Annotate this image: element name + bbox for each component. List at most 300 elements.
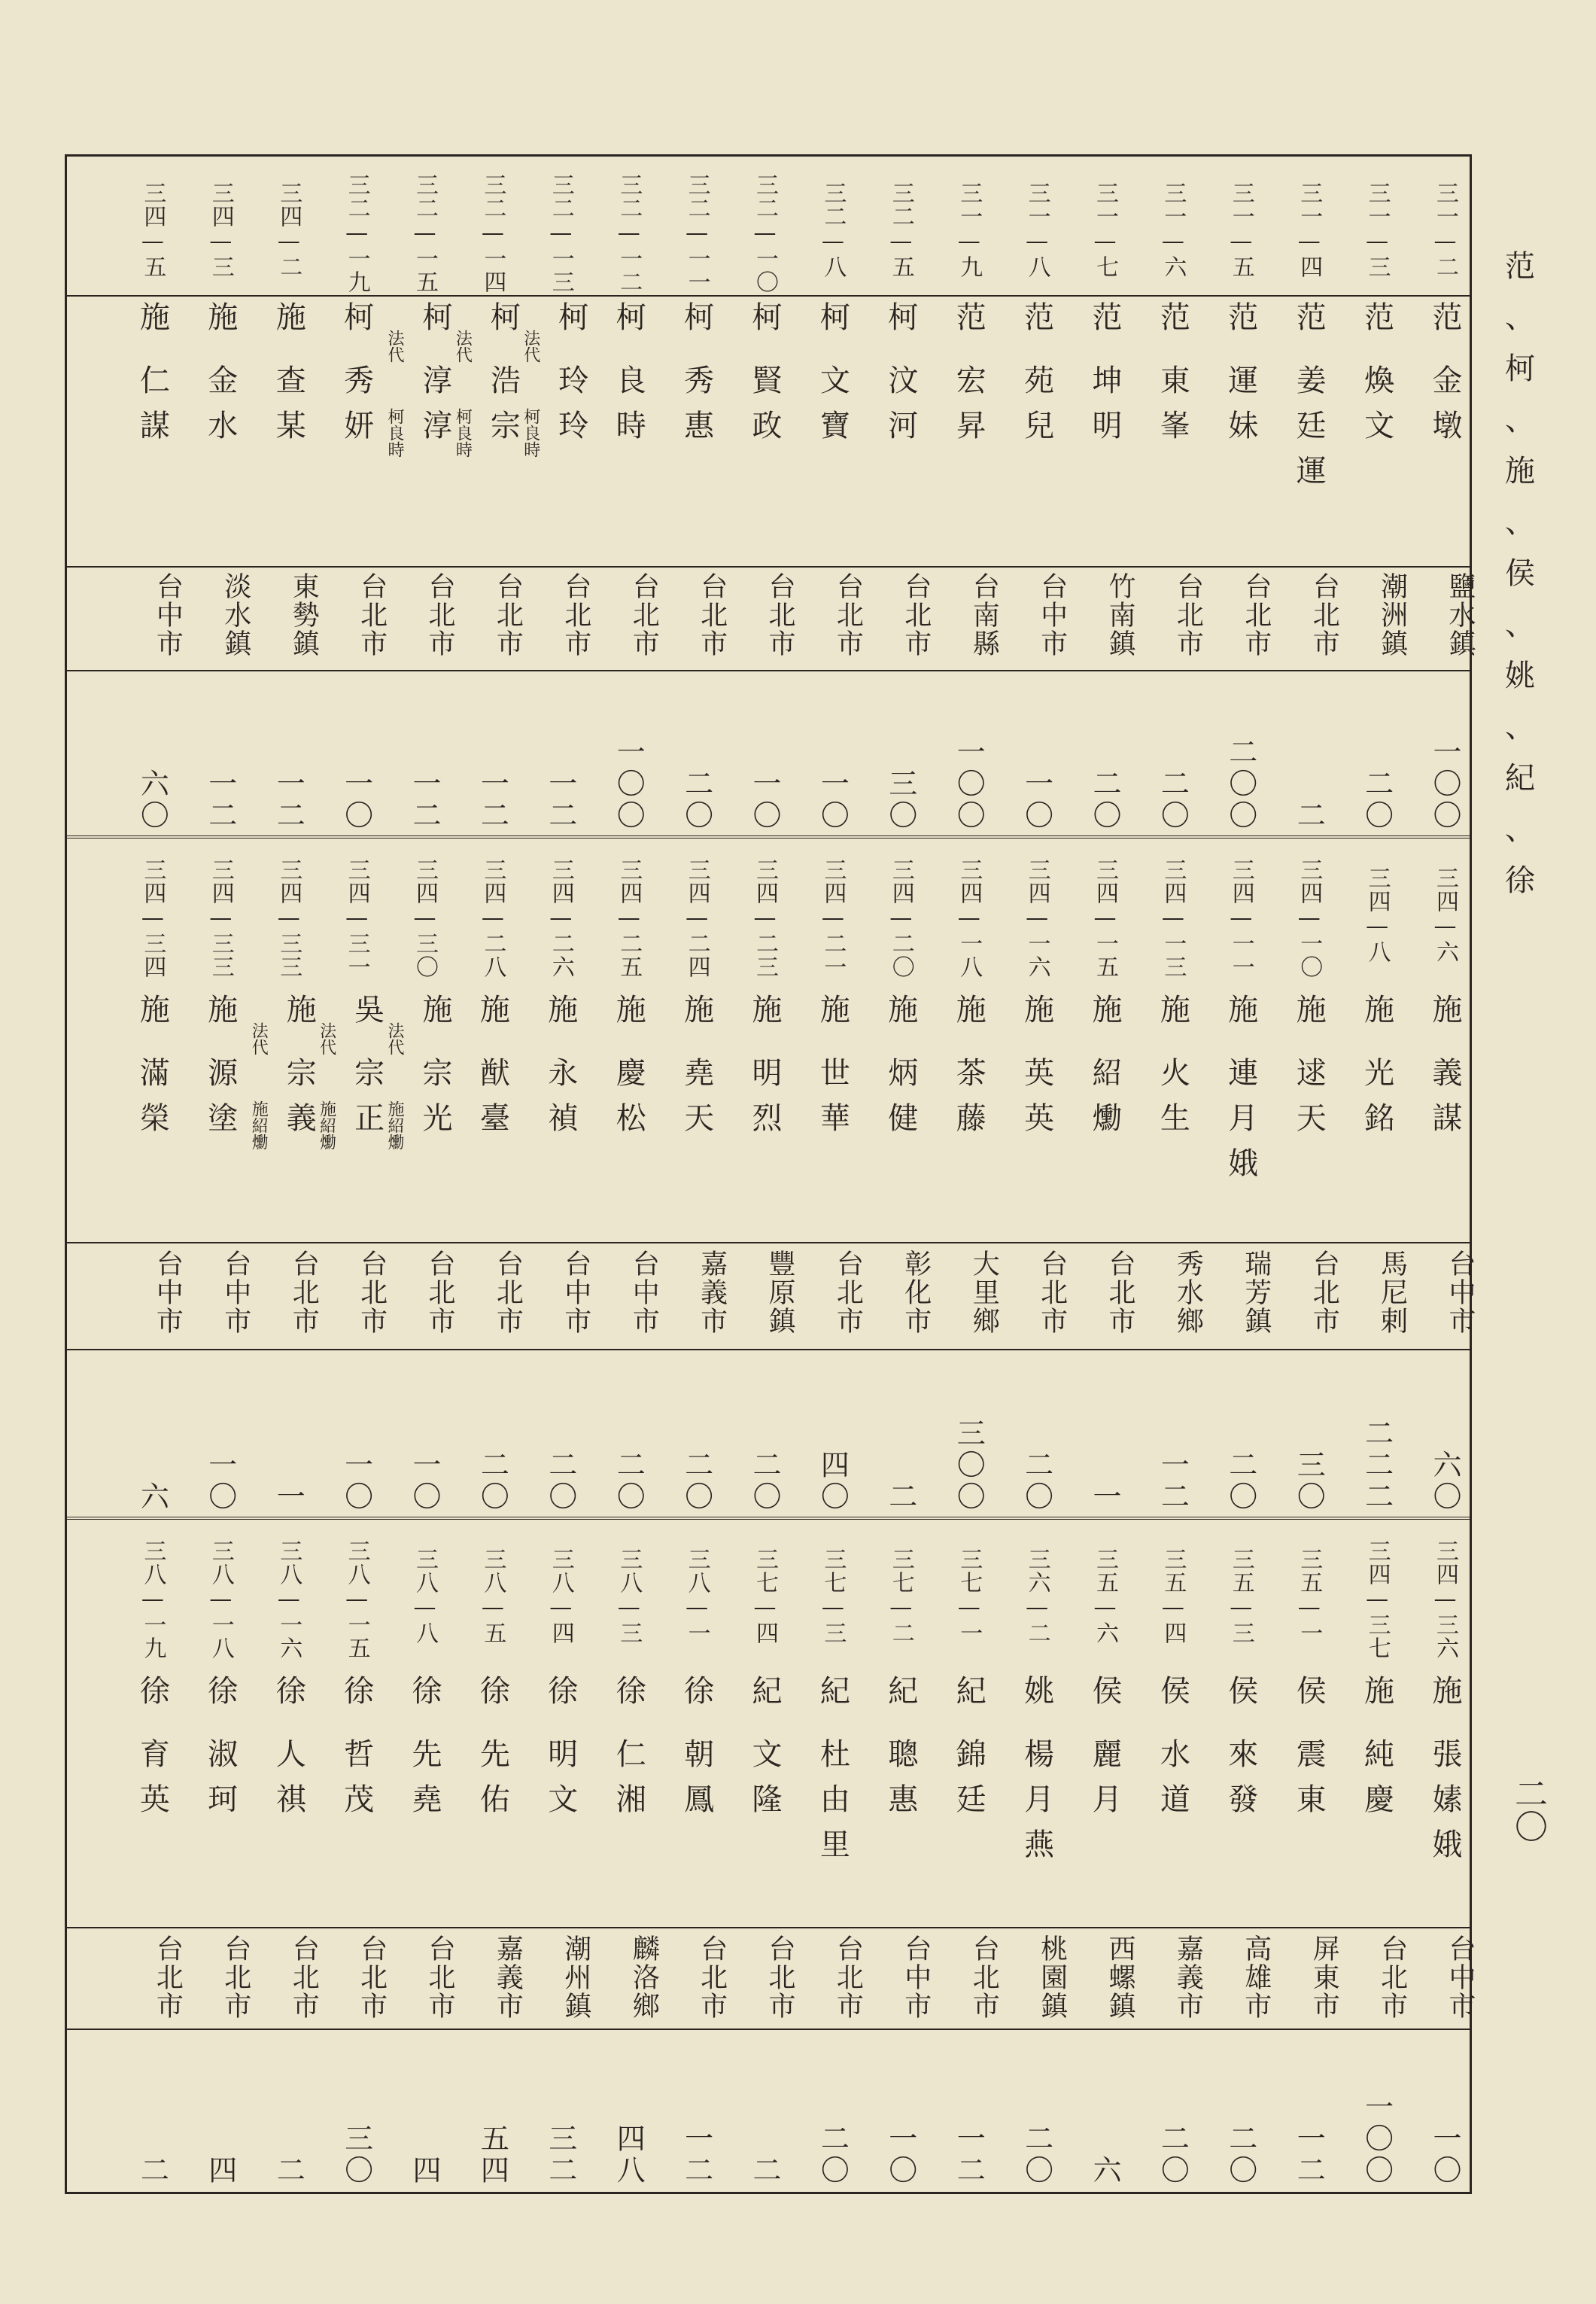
location: 台北市 — [220, 1934, 251, 2020]
name-cell — [938, 301, 999, 455]
given-name: 運妹 — [1223, 364, 1258, 455]
name-cell — [1347, 1675, 1407, 1828]
amount: 三〇 — [883, 769, 917, 832]
name-cell — [734, 301, 795, 455]
surname: 范 — [1359, 301, 1394, 334]
entry-index: 三二—一一 — [683, 173, 710, 294]
entry-index: 三一—六 — [1160, 181, 1187, 278]
location: 台北市 — [560, 572, 591, 658]
entry-index: 三一—九 — [956, 181, 983, 278]
entry-index: 三四—二八 — [479, 858, 506, 979]
name-cell — [1142, 1675, 1202, 1828]
entry-index: 三八—五 — [479, 1547, 506, 1645]
legal-rep-label: 法代 — [385, 1022, 404, 1055]
amount: 一二 — [952, 2123, 986, 2187]
divider — [65, 1349, 1472, 1350]
legal-rep-label: 法代 — [249, 1022, 269, 1055]
location: 彰化市 — [900, 1249, 932, 1335]
surname: 柯 — [679, 301, 714, 334]
given-name: 文寶 — [815, 364, 850, 455]
running-title-char: 紀 — [1505, 761, 1535, 796]
surname: 施 — [475, 994, 510, 1027]
amount: 四 — [203, 2155, 237, 2187]
name-cell — [385, 301, 454, 458]
legal-rep-name: 施紹爋 — [385, 1100, 404, 1150]
amount: 二〇 — [1020, 1450, 1053, 1513]
name-cell — [190, 1675, 251, 1828]
surname: 施 — [271, 301, 306, 334]
running-title-char: 、 — [1505, 403, 1535, 437]
name-cell — [802, 301, 862, 455]
entry-index: 三八—一 — [683, 1547, 710, 1645]
location: 台北市 — [424, 1249, 455, 1335]
given-name: 楊月燕 — [1019, 1738, 1054, 1873]
amount: 一〇 — [339, 1450, 373, 1513]
location: 台北市 — [696, 572, 728, 658]
amount: 一二 — [476, 769, 509, 832]
divider — [65, 670, 1472, 671]
name-cell — [1007, 301, 1067, 455]
amount: 二 — [272, 2155, 306, 2187]
amount: 一二 — [1292, 2123, 1326, 2187]
given-name: 淑珂 — [202, 1738, 238, 1828]
amount: 一二 — [543, 769, 577, 832]
name-cell — [802, 994, 862, 1147]
name-cell — [530, 994, 591, 1147]
surname: 紀 — [747, 1675, 782, 1708]
amount: 一〇 — [1428, 2123, 1461, 2187]
location: 秀水鄉 — [1172, 1249, 1204, 1335]
amount: 一〇 — [339, 769, 373, 832]
given-name: 明文 — [543, 1738, 578, 1828]
entry-index: 三二—一四 — [479, 173, 506, 294]
surname: 施 — [543, 994, 578, 1027]
amount: 一〇 — [203, 1450, 237, 1513]
surname: 施 — [747, 994, 782, 1027]
location: 台中市 — [152, 1249, 184, 1335]
name-cell — [1278, 994, 1339, 1147]
name-cell — [1211, 994, 1271, 1192]
given-name: 張嫊娥 — [1427, 1738, 1462, 1873]
location: 麟洛鄉 — [628, 1934, 660, 2020]
amount: 一〇〇 — [1360, 2092, 1394, 2187]
name-cell — [1211, 1675, 1271, 1828]
surname: 紀 — [883, 1675, 918, 1708]
given-name: 金水 — [202, 364, 238, 455]
surname: 徐 — [271, 1675, 306, 1708]
entry-index: 三四—三三 — [207, 858, 234, 979]
entry-index: 三七—一 — [956, 1547, 983, 1645]
given-name: 英英 — [1019, 1057, 1054, 1147]
amount: 二〇 — [543, 1450, 577, 1513]
entry-index: 三二—一〇 — [752, 173, 778, 294]
running-title-char: 范 — [1505, 249, 1535, 284]
surname: 施 — [418, 994, 452, 1027]
entry-index: 三四—一八 — [956, 858, 983, 979]
given-name: 朝鳳 — [679, 1738, 714, 1828]
location: 台北市 — [832, 572, 864, 658]
location: 台南縣 — [968, 572, 1000, 658]
location: 台中市 — [560, 1249, 591, 1335]
given-name: 來發 — [1223, 1738, 1258, 1828]
location: 台北市 — [1376, 1934, 1408, 2020]
surname: 范 — [1427, 301, 1462, 334]
amount: 二二二 — [1360, 1418, 1394, 1513]
given-name: 東峯 — [1155, 364, 1190, 455]
location: 馬尼剌 — [1376, 1249, 1408, 1335]
amount: 二〇 — [816, 2123, 850, 2187]
legal-rep-name: 施紹爋 — [249, 1100, 269, 1150]
amount: 一〇 — [1020, 769, 1053, 832]
given-name: 火生 — [1155, 1057, 1190, 1147]
entry-index: 三四—三〇 — [412, 858, 438, 979]
given-name: 金墩 — [1427, 364, 1462, 455]
amount: 一〇〇 — [612, 737, 646, 832]
entry-index: 三一—七 — [1092, 181, 1118, 278]
name-cell — [734, 994, 795, 1147]
name-cell — [122, 1675, 182, 1828]
entry-index: 三四—三七 — [1363, 1539, 1391, 1660]
amount: 二〇 — [1020, 2123, 1053, 2187]
surname: 施 — [1359, 1675, 1394, 1708]
name-cell — [317, 994, 387, 1150]
surname: 范 — [1223, 301, 1258, 334]
name-cell — [1347, 301, 1407, 455]
given-name: 文隆 — [747, 1738, 782, 1828]
amount: 一二 — [679, 2123, 713, 2187]
given-name: 純慶 — [1359, 1738, 1394, 1828]
amount: 二〇 — [748, 1450, 781, 1513]
amount: 二〇 — [1088, 769, 1121, 832]
amount: 一〇 — [883, 2123, 917, 2187]
amount: 一二 — [1156, 1450, 1190, 1513]
given-name: 源塗 — [202, 1057, 238, 1147]
surname: 施 — [202, 994, 238, 1027]
surname: 柯 — [418, 301, 452, 334]
surname: 姚 — [1019, 1675, 1054, 1708]
given-name: 人祺 — [271, 1738, 306, 1828]
name-cell — [327, 1675, 387, 1828]
running-title-char: 、 — [1505, 710, 1535, 744]
location: 潮州鎮 — [560, 1934, 591, 2020]
name-cell — [249, 994, 318, 1150]
running-title — [1497, 241, 1543, 906]
amount: 二〇 — [1156, 769, 1190, 832]
given-name: 光銘 — [1359, 1057, 1394, 1147]
given-name: 永禎 — [543, 1057, 578, 1147]
surname: 施 — [611, 994, 646, 1027]
given-name: 逑天 — [1291, 1057, 1327, 1147]
entry-index: 三四—二 — [275, 181, 302, 278]
legal-rep-name: 柯良時 — [453, 408, 473, 458]
running-title-char: 、 — [1505, 505, 1535, 540]
amount: 二 — [883, 1481, 917, 1513]
location: 台北市 — [1172, 572, 1204, 658]
location: 嘉義市 — [696, 1249, 728, 1335]
amount: 二〇 — [1224, 2123, 1257, 2187]
running-title-char: 姚 — [1505, 659, 1535, 693]
given-name: 宗義 — [281, 1057, 317, 1147]
legal-rep-name: 柯良時 — [521, 408, 540, 458]
location: 嘉義市 — [492, 1934, 524, 2020]
location: 竹南鎮 — [1105, 572, 1135, 658]
name-cell — [802, 1675, 862, 1873]
legal-rep-label: 法代 — [317, 1022, 336, 1055]
location: 台北市 — [832, 1934, 864, 2020]
location: 台中市 — [152, 572, 184, 658]
location: 台中市 — [220, 1249, 251, 1335]
running-title-char: 徐 — [1505, 863, 1535, 898]
location: 台中市 — [1445, 1249, 1476, 1335]
entry-index: 三八—一九 — [139, 1539, 166, 1660]
amount: 二 — [135, 2155, 169, 2187]
given-name: 猷臺 — [475, 1057, 510, 1147]
entry-index: 三四—三六 — [1432, 1539, 1458, 1660]
given-name: 育英 — [135, 1738, 170, 1828]
name-cell — [938, 994, 999, 1147]
entry-index: 三一—八 — [1023, 181, 1050, 278]
surname: 徐 — [679, 1675, 714, 1708]
surname: 范 — [1087, 301, 1122, 334]
given-name: 查某 — [271, 364, 306, 455]
location: 屏東市 — [1309, 1934, 1340, 2020]
location: 台北市 — [765, 1934, 795, 2020]
entry-index: 三四—三一 — [343, 858, 370, 979]
surname: 徐 — [407, 1675, 442, 1708]
entry-index: 三八—一六 — [275, 1539, 302, 1660]
location: 桃園鎮 — [1036, 1934, 1068, 2020]
amount: 二〇 — [1156, 2123, 1190, 2187]
surname: 施 — [883, 994, 918, 1027]
given-name: 震東 — [1291, 1738, 1327, 1828]
location: 台北市 — [832, 1249, 864, 1335]
amount: 一〇〇 — [1428, 737, 1461, 832]
amount: 二〇〇 — [1224, 737, 1257, 832]
name-cell — [1278, 1675, 1339, 1828]
entry-index: 三四—一〇 — [1296, 858, 1323, 979]
name-cell — [1278, 301, 1339, 500]
location: 潮洲鎮 — [1376, 572, 1408, 658]
entry-index: 三七—四 — [752, 1547, 778, 1645]
name-cell — [453, 301, 522, 458]
divider — [65, 2029, 1472, 2030]
surname: 徐 — [475, 1675, 510, 1708]
amount: 二〇 — [1360, 769, 1394, 832]
entry-index: 三八—三 — [616, 1547, 643, 1645]
location: 台北市 — [288, 1934, 320, 2020]
location: 台北市 — [1309, 572, 1340, 658]
name-cell — [190, 994, 251, 1147]
entry-index: 三七—三 — [819, 1547, 847, 1645]
amount: 一二 — [203, 769, 237, 832]
surname: 范 — [1155, 301, 1190, 334]
location: 台北市 — [288, 1249, 320, 1335]
entry-index: 三二—一二 — [616, 173, 643, 294]
name-cell — [938, 1675, 999, 1828]
name-cell — [1007, 994, 1067, 1147]
given-name: 仁謀 — [135, 364, 170, 455]
running-title-char: 、 — [1505, 607, 1535, 642]
amount: 一〇 — [408, 1450, 441, 1513]
given-name: 哲茂 — [339, 1738, 374, 1828]
location: 台北市 — [1240, 572, 1272, 658]
name-cell — [521, 301, 591, 458]
legal-rep-name: 柯良時 — [385, 408, 404, 458]
amount: 三〇 — [1292, 1450, 1326, 1513]
surname: 柯 — [815, 301, 850, 334]
block-divider — [65, 835, 1472, 839]
location: 台北市 — [424, 1934, 455, 2020]
location: 東勢鎮 — [288, 572, 320, 658]
surname: 侯 — [1155, 1675, 1190, 1708]
entry-index: 三四—一三 — [1160, 858, 1187, 979]
surname: 紀 — [815, 1675, 850, 1708]
given-name: 仁湘 — [611, 1738, 646, 1828]
name-cell — [734, 1675, 795, 1828]
amount: 四〇 — [816, 1450, 850, 1513]
given-name: 紹爋 — [1087, 1057, 1122, 1147]
name-cell — [598, 1675, 658, 1828]
entry-index: 三一—五 — [1227, 181, 1254, 278]
name-cell — [598, 994, 658, 1147]
amount: 一二 — [272, 769, 306, 832]
divider — [65, 1927, 1472, 1928]
amount: 一 — [1088, 1481, 1121, 1513]
location: 豐原鎮 — [765, 1249, 795, 1335]
entry-index: 三一—二 — [1432, 181, 1458, 278]
surname: 徐 — [543, 1675, 578, 1708]
given-name: 苑兒 — [1019, 364, 1054, 455]
amount: 一二 — [408, 769, 441, 832]
entry-index: 三二—一五 — [412, 173, 438, 294]
name-cell — [598, 301, 658, 455]
legal-rep-name: 施紹爋 — [317, 1100, 336, 1150]
entry-index: 三二—一九 — [343, 173, 370, 294]
amount: 五四 — [476, 2123, 509, 2187]
name-cell — [667, 994, 727, 1147]
location: 台北市 — [765, 572, 795, 658]
given-name: 玲玲 — [553, 364, 588, 455]
surname: 施 — [1427, 994, 1462, 1027]
running-title-char: 、 — [1505, 300, 1535, 335]
name-cell — [462, 994, 522, 1147]
legal-rep-label: 法代 — [521, 330, 540, 363]
legal-rep-label: 法代 — [453, 330, 473, 363]
entry-index: 三四—二三 — [752, 858, 778, 979]
running-title-char: 柯 — [1505, 352, 1535, 386]
surname: 柯 — [611, 301, 646, 334]
given-name: 姜廷運 — [1291, 364, 1327, 500]
name-cell — [190, 301, 251, 455]
given-name: 煥文 — [1359, 364, 1394, 455]
amount: 六〇 — [1428, 1450, 1461, 1513]
running-title-char: 侯 — [1505, 556, 1535, 591]
location: 鹽水鎮 — [1445, 572, 1476, 658]
name-cell — [667, 1675, 727, 1828]
location: 台北市 — [1309, 1249, 1340, 1335]
entry-index: 三四—三三 — [275, 858, 302, 979]
amount: 三〇 — [339, 2123, 373, 2187]
surname: 施 — [951, 994, 986, 1027]
surname: 施 — [135, 301, 170, 334]
block-divider — [65, 1517, 1472, 1520]
name-cell — [1142, 994, 1202, 1147]
legal-rep-label: 法代 — [385, 330, 404, 363]
surname: 侯 — [1291, 1675, 1327, 1708]
entry-index: 三二—八 — [819, 181, 847, 278]
surname: 施 — [679, 994, 714, 1027]
entry-index: 三四—二一 — [819, 858, 847, 979]
given-name: 明烈 — [747, 1057, 782, 1147]
surname: 徐 — [339, 1675, 374, 1708]
entry-index: 三八—四 — [547, 1547, 574, 1645]
amount: 四 — [408, 2155, 441, 2187]
entry-index: 三一—三 — [1363, 181, 1391, 278]
surname: 施 — [135, 994, 170, 1027]
name-cell — [1075, 301, 1135, 455]
entry-index: 三五—一 — [1296, 1547, 1323, 1645]
name-cell — [530, 1675, 591, 1828]
surname: 徐 — [135, 1675, 170, 1708]
name-cell — [871, 994, 931, 1147]
entry-index: 三四—一一 — [1227, 858, 1254, 979]
location: 台中市 — [900, 1934, 932, 2020]
given-name: 宏昇 — [951, 364, 986, 455]
location: 台北市 — [152, 1934, 184, 2020]
given-name: 宗光 — [418, 1057, 452, 1147]
amount: 一〇〇 — [952, 737, 986, 832]
given-name: 錦廷 — [951, 1738, 986, 1828]
surname: 紀 — [951, 1675, 986, 1708]
amount: 六 — [135, 1481, 169, 1513]
entry-index: 三五—四 — [1160, 1547, 1187, 1645]
divider — [65, 295, 1472, 297]
amount: 三二 — [543, 2123, 577, 2187]
given-name: 賢政 — [747, 364, 782, 455]
entry-index: 三四—二六 — [547, 858, 574, 979]
amount: 四八 — [612, 2123, 646, 2187]
name-cell — [122, 994, 182, 1147]
amount: 二〇 — [1224, 1450, 1257, 1513]
entry-index: 三四—一五 — [1092, 858, 1118, 979]
location: 台北市 — [356, 1249, 388, 1335]
surname: 施 — [281, 994, 317, 1027]
given-name: 杜由里 — [815, 1738, 850, 1873]
given-name: 麗月 — [1087, 1738, 1122, 1828]
given-name: 宗正 — [349, 1057, 385, 1147]
given-name: 慶松 — [611, 1057, 646, 1147]
surname: 施 — [202, 301, 238, 334]
surname: 徐 — [202, 1675, 238, 1708]
location: 台北市 — [696, 1934, 728, 2020]
amount: 二〇 — [612, 1450, 646, 1513]
entry-index: 三四—二五 — [616, 858, 643, 979]
location: 台中市 — [628, 1249, 660, 1335]
location: 台北市 — [628, 572, 660, 658]
amount: 一〇 — [816, 769, 850, 832]
given-name: 水道 — [1155, 1738, 1190, 1828]
entry-index: 三二—一三 — [547, 173, 574, 294]
entry-index: 三二—五 — [887, 181, 914, 278]
entry-index: 三四—二四 — [683, 858, 710, 979]
entry-index: 三八—一八 — [207, 1539, 234, 1660]
amount: 二〇 — [679, 769, 713, 832]
entry-index: 三八—八 — [412, 1547, 438, 1645]
location: 台中市 — [1445, 1934, 1476, 2020]
location: 台中市 — [1036, 572, 1068, 658]
given-name: 先堯 — [407, 1738, 442, 1828]
name-cell — [1415, 994, 1475, 1147]
